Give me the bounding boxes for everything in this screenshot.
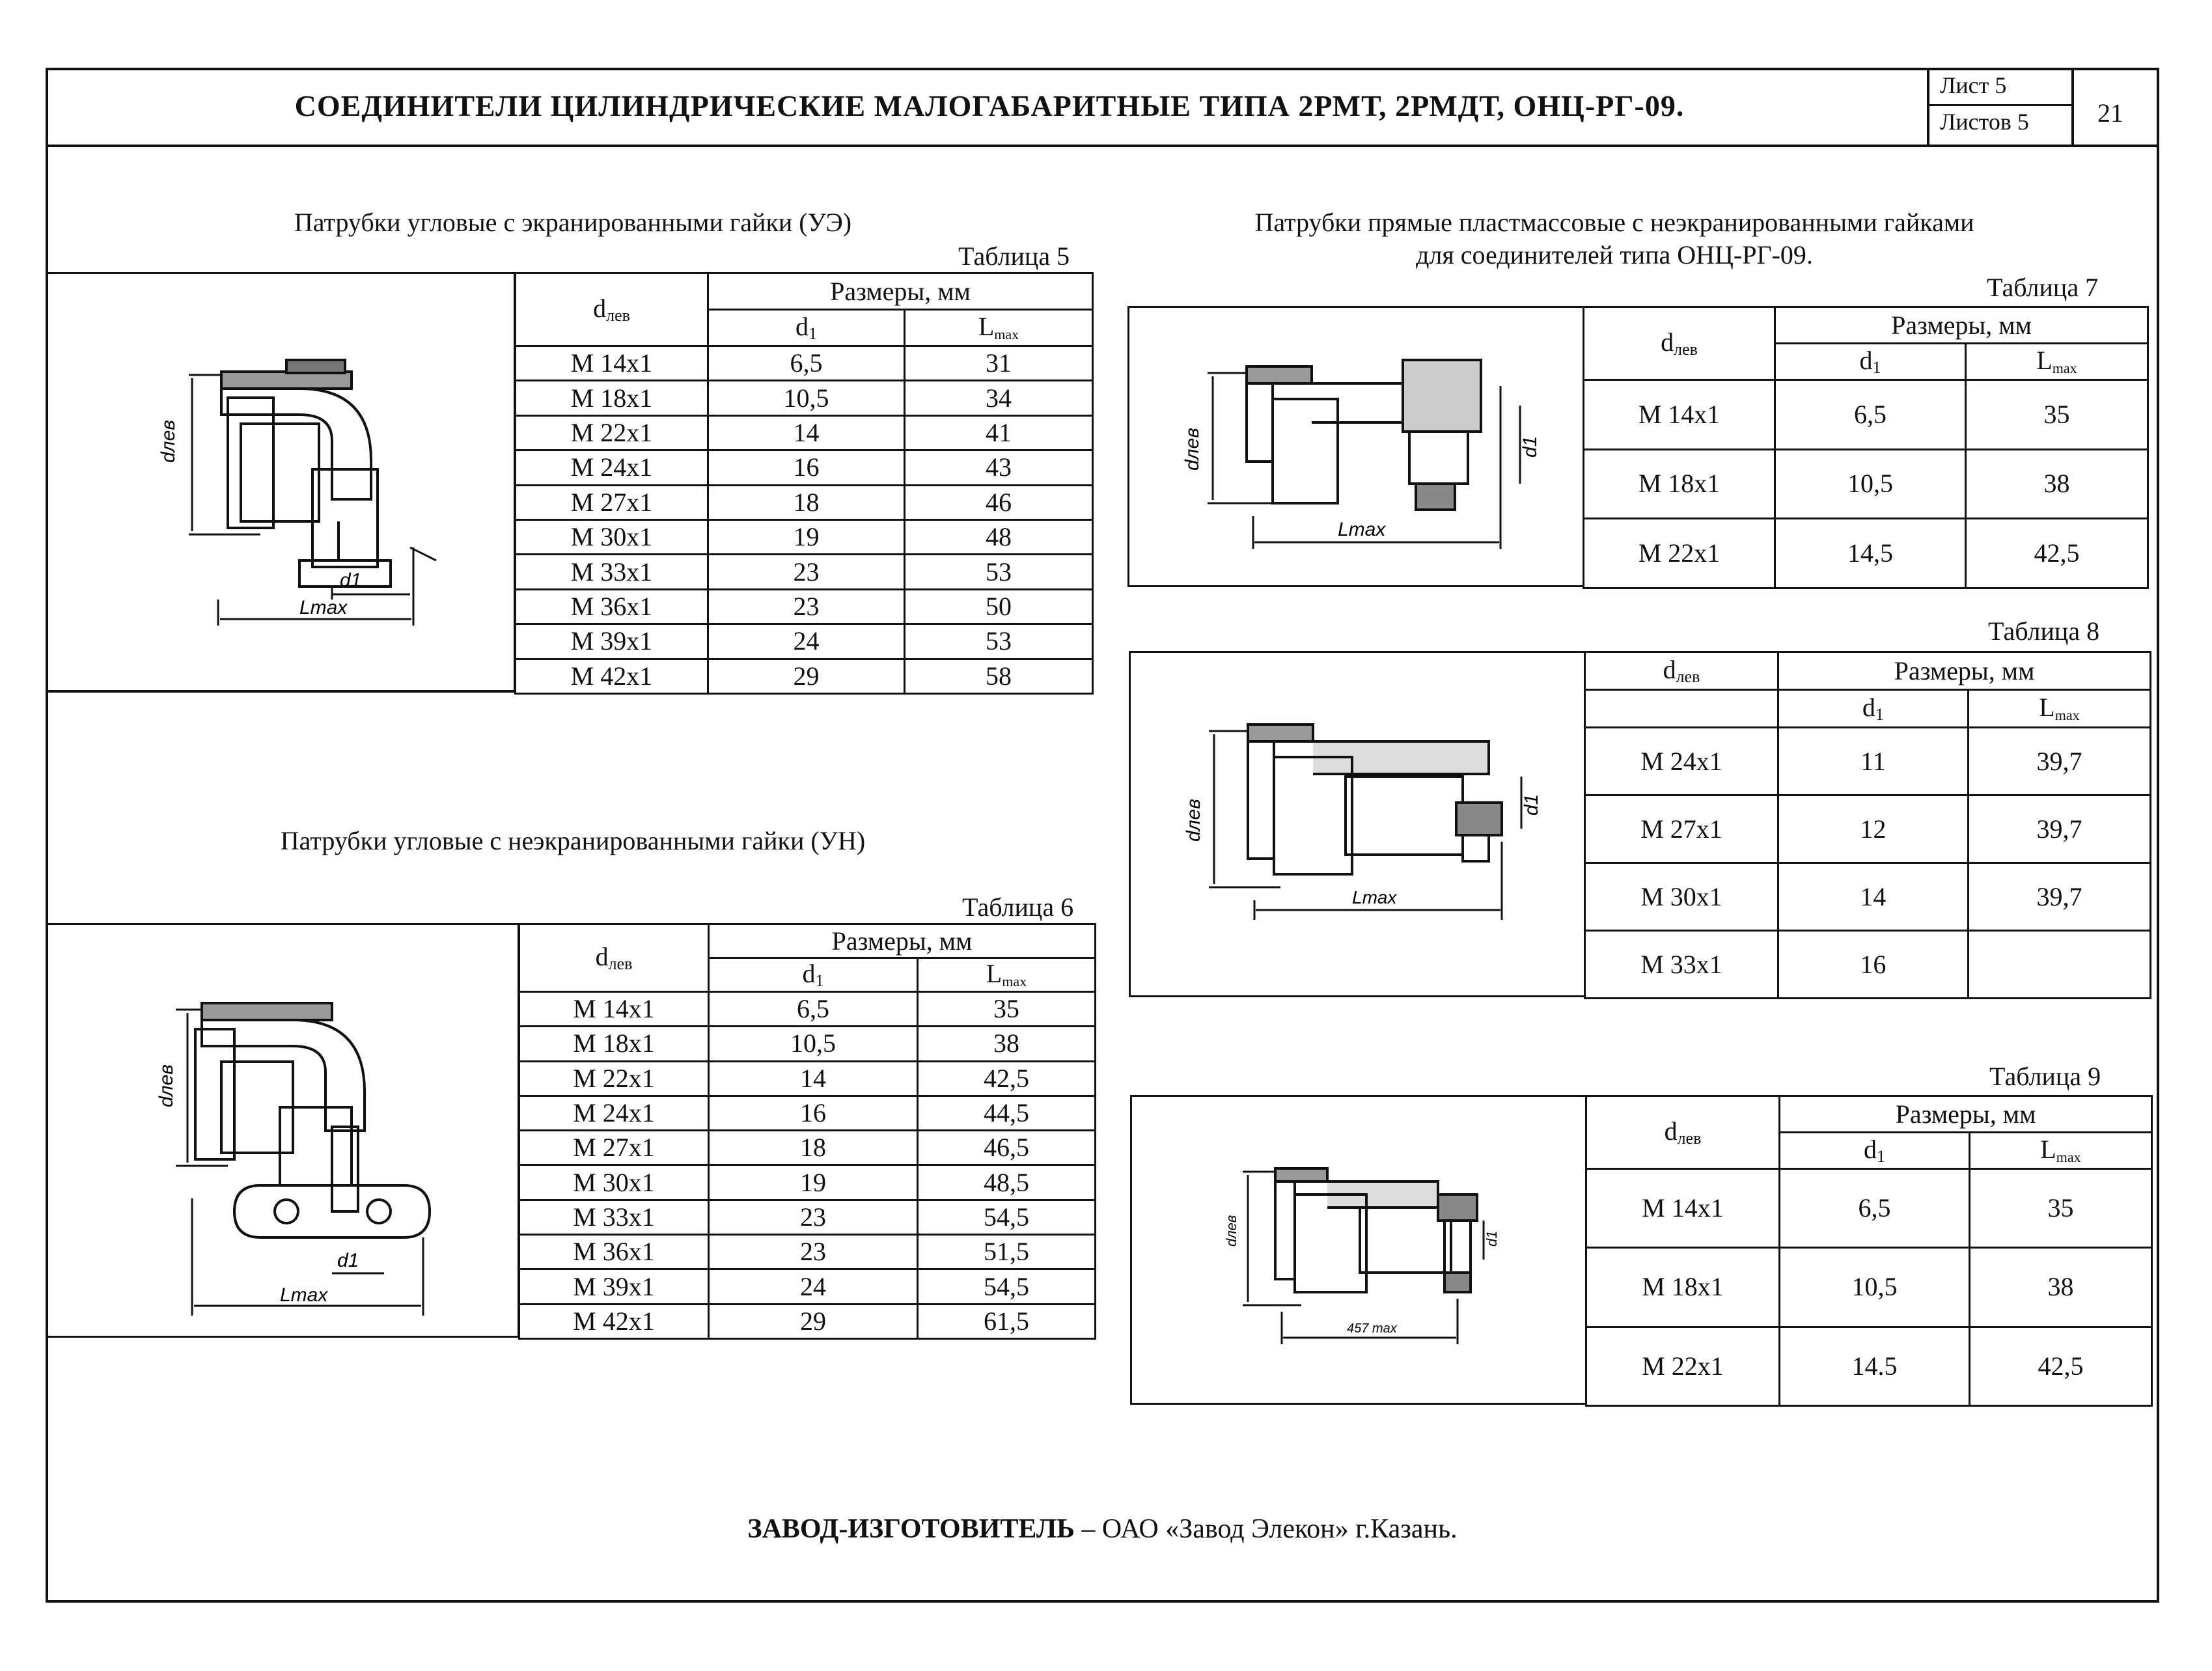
table-row (1586, 1327, 2152, 1405)
cell-lmax: 38 (917, 1027, 1095, 1061)
col-dlev-header: $d_{лев}$ (1585, 652, 1778, 690)
cell-dlev: M 18x1 (1584, 449, 1775, 519)
cell-lmax: 48 (904, 519, 1092, 554)
table-row (516, 346, 1093, 381)
cell-lmax: 39,7 (1968, 863, 2150, 931)
cell-d1: 16 (709, 1096, 918, 1130)
cell-lmax: 41 (904, 415, 1092, 450)
cell-dlev: M 22x1 (1586, 1327, 1780, 1405)
table-row (1585, 795, 2151, 863)
cell-dlev: M 14x1 (1584, 380, 1775, 450)
cell-lmax (1968, 931, 2150, 999)
dlev-label: dлев (156, 1064, 177, 1107)
cell-d1: 23 (708, 589, 905, 624)
sheet-label: Лист 5 (1940, 72, 2007, 98)
table-row (519, 1131, 1096, 1165)
cell-d1: 6,5 (708, 346, 905, 381)
col-d1-header: $d_1$ (709, 958, 918, 992)
cell-d1: 14.5 (1779, 1327, 1969, 1405)
lmax-label: Lmax (1352, 887, 1397, 907)
table-row (1586, 1248, 2152, 1327)
cell-d1: 19 (709, 1165, 918, 1200)
col-lmax-header: Lmax (1969, 1133, 2151, 1169)
col-d1-header: $d_1$ (708, 310, 905, 346)
cell-dlev: M 36x1 (516, 589, 708, 624)
cell-d1: 14 (1778, 863, 1968, 931)
cell-dlev: M 14x1 (516, 346, 708, 381)
cell-dlev: M 27x1 (1585, 795, 1778, 863)
cell-lmax: 54,5 (917, 1200, 1095, 1234)
d1-label: d1 (1521, 794, 1542, 816)
table6-caption: Патрубки угловые с неэкранированными гайки (УН) (280, 826, 866, 855)
sheets-label: Листов 5 (1940, 109, 2029, 135)
header-divider (46, 145, 2159, 147)
table-row (516, 624, 1093, 659)
cell-dlev: M 24x1 (519, 1096, 709, 1130)
table-row (1585, 728, 2151, 795)
cell-d1: 6,5 (1775, 380, 1965, 450)
table6-drawing-cell (46, 923, 519, 1338)
table8-label: Таблица 8 (1988, 616, 2100, 646)
cell-dlev: M 14x1 (519, 992, 709, 1027)
table5-caption: Патрубки угловые с экранированными гайки (УЭ) (294, 208, 852, 237)
table-row (516, 589, 1093, 624)
page-title: СОЕДИНИТЕЛИ ЦИЛИНДРИЧЕСКИЕ МАЛОГАБАРИТНЫЕ ТИПА 2РМТ, 2РМДТ, ОНЦ-РГ-09. (294, 89, 1685, 122)
cell-d1: 12 (1778, 795, 1968, 863)
cell-lmax: 38 (1969, 1248, 2151, 1327)
lmax-label: Lmax (299, 597, 348, 618)
lmax-label: Lmax (1338, 519, 1386, 540)
maker-dash: – (1074, 1514, 1102, 1544)
cell-lmax: 35 (1965, 380, 2148, 450)
cell-d1: 14 (709, 1061, 918, 1096)
table8-drawing-cell (1129, 651, 1586, 997)
cell-lmax: 39,7 (1968, 728, 2150, 795)
cell-dlev: M 24x1 (1585, 728, 1778, 795)
cell-dlev: M 42x1 (516, 659, 708, 693)
straight-plastic-connector-drawing (1129, 308, 1586, 589)
cell-lmax: 61,5 (917, 1304, 1095, 1338)
col-lmax-header: Lmax (917, 958, 1095, 992)
table5 (514, 272, 1094, 695)
straight-unshielded-connector-drawing (1131, 653, 1588, 999)
sheet-box-divider (1929, 104, 2071, 106)
col-lmax-header: Lmax (1965, 344, 2148, 380)
cell-lmax: 35 (917, 992, 1095, 1027)
cell-dlev: M 33x1 (516, 555, 708, 589)
table-row (519, 1269, 1096, 1304)
table7-drawing-cell (1127, 306, 1584, 587)
table5-drawing-cell (46, 272, 516, 693)
cell-dlev: M 22x1 (519, 1061, 709, 1096)
cell-dlev: M 18x1 (516, 381, 708, 415)
table-row (519, 992, 1096, 1027)
cell-d1: 10,5 (1779, 1248, 1969, 1327)
table-row (519, 1027, 1096, 1061)
cell-lmax: 46 (904, 485, 1092, 519)
cell-lmax: 39,7 (1968, 795, 2150, 863)
table7-label: Таблица 7 (1987, 273, 2099, 302)
cell-dlev: M 18x1 (519, 1027, 709, 1061)
col-dlev-header: $d_{лев}$ (516, 273, 708, 346)
table-row (1584, 449, 2148, 519)
table-row (1585, 863, 2151, 931)
cell-lmax: 43 (904, 450, 1092, 485)
table-row (516, 415, 1093, 450)
table-row (516, 555, 1093, 589)
cell-dlev: M 22x1 (516, 415, 708, 450)
maker-name: ОАО «Завод Элекон» г.Казань. (1101, 1514, 1458, 1544)
dlev-label: dлев (1223, 1215, 1239, 1247)
cell-lmax: 31 (904, 346, 1092, 381)
table-row (1584, 380, 2148, 450)
cell-dlev: M 27x1 (519, 1131, 709, 1165)
table7 (1583, 306, 2149, 589)
cell-dlev: M 30x1 (516, 519, 708, 554)
cell-dlev: M 30x1 (519, 1165, 709, 1200)
d1-label: d1 (1519, 435, 1541, 458)
sheet-box (1927, 68, 2074, 145)
angled-unshielded-connector-drawing (46, 925, 519, 1340)
cell-d1: 29 (709, 1304, 918, 1338)
table-row (516, 450, 1093, 485)
left-separator (46, 690, 514, 692)
page-number: 21 (2097, 98, 2123, 128)
table-row (516, 381, 1093, 415)
table-row (519, 1304, 1096, 1338)
table-row (516, 519, 1093, 554)
col-d1-header: $d_1$ (1778, 690, 1968, 728)
cell-lmax: 58 (904, 659, 1092, 693)
lmax-label: 457 max (1347, 1321, 1397, 1336)
footer (46, 1513, 2159, 1545)
col-d1-header: $d_1$ (1775, 344, 1965, 380)
col-d1-header: $d_1$ (1779, 1133, 1969, 1169)
table-row (516, 485, 1093, 519)
cell-d1: 29 (708, 659, 905, 693)
table-row (1585, 931, 2151, 999)
group-header: Размеры, мм (708, 273, 1093, 310)
cell-lmax: 48,5 (917, 1165, 1095, 1200)
table6-label: Таблица 6 (962, 892, 1074, 922)
table9 (1585, 1095, 2153, 1407)
d1-label: d1 (340, 570, 362, 591)
cell-d1: 16 (1778, 931, 1968, 999)
angled-shielded-connector-drawing (46, 274, 516, 695)
cell-d1: 10,5 (708, 381, 905, 415)
table-row (519, 1165, 1096, 1200)
d1-label: d1 (337, 1250, 359, 1271)
cell-d1: 14,5 (1775, 519, 1965, 588)
lmax-label: Lmax (280, 1284, 328, 1306)
cell-dlev: M 18x1 (1586, 1248, 1780, 1327)
table9-label: Таблица 9 (1989, 1062, 2101, 1091)
table9-drawing-cell (1130, 1095, 1587, 1405)
table-row (1584, 519, 2148, 588)
cell-d1: 11 (1778, 728, 1968, 795)
col-empty-header (1585, 690, 1778, 728)
table7-caption-line1: Патрубки прямые пластмассовые с неэкранированными гайками (1254, 208, 1974, 237)
col-lmax-header: Lmax (1968, 690, 2150, 728)
group-header: Размеры, мм (1778, 652, 2150, 690)
cell-dlev: M 14x1 (1586, 1169, 1780, 1248)
table-row (519, 1200, 1096, 1234)
cell-lmax: 46,5 (917, 1131, 1095, 1165)
cell-dlev: M 24x1 (516, 450, 708, 485)
cell-dlev: M 39x1 (516, 624, 708, 659)
cell-lmax: 54,5 (917, 1269, 1095, 1304)
cell-lmax: 34 (904, 381, 1092, 415)
cell-lmax: 51,5 (917, 1235, 1095, 1269)
cell-d1: 24 (708, 624, 905, 659)
table-row (516, 659, 1093, 693)
col-dlev-header: $d_{лев}$ (519, 924, 709, 992)
table-row (519, 1235, 1096, 1269)
cell-lmax: 42,5 (1969, 1327, 2151, 1405)
cell-d1: 6,5 (709, 992, 918, 1027)
col-dlev-header: $d_{лев}$ (1584, 307, 1775, 380)
cell-lmax: 44,5 (917, 1096, 1095, 1130)
col-dlev-header: $d_{лев}$ (1586, 1096, 1780, 1169)
cell-d1: 6,5 (1779, 1169, 1969, 1248)
cell-dlev: M 39x1 (519, 1269, 709, 1304)
cell-d1: 19 (708, 519, 905, 554)
table6 (518, 923, 1096, 1340)
cell-d1: 14 (708, 415, 905, 450)
cell-lmax: 42,5 (1965, 519, 2148, 588)
col-lmax-header: Lmax (904, 310, 1092, 346)
group-header: Размеры, мм (1775, 307, 2148, 344)
dlev-label: dлев (1182, 428, 1203, 471)
cell-d1: 10,5 (1775, 449, 1965, 519)
table8 (1584, 651, 2151, 999)
cell-dlev: M 36x1 (519, 1235, 709, 1269)
cell-lmax: 50 (904, 589, 1092, 624)
dlev-label: dлев (1183, 799, 1204, 842)
cell-lmax: 53 (904, 555, 1092, 589)
group-header: Размеры, мм (1779, 1096, 2151, 1133)
cell-dlev: M 22x1 (1584, 519, 1775, 588)
cell-dlev: M 33x1 (519, 1200, 709, 1234)
dlev-label: dлев (158, 420, 179, 463)
cell-d1: 16 (708, 450, 905, 485)
group-header: Размеры, мм (709, 924, 1096, 958)
cell-d1: 10,5 (709, 1027, 918, 1061)
table5-label: Таблица 5 (958, 242, 1070, 271)
cell-lmax: 35 (1969, 1169, 2151, 1248)
cell-d1: 18 (708, 485, 905, 519)
cell-dlev: M 27x1 (516, 485, 708, 519)
cell-d1: 23 (708, 555, 905, 589)
cell-d1: 23 (709, 1235, 918, 1269)
table-row (519, 1096, 1096, 1130)
d1-label: d1 (1484, 1230, 1500, 1247)
small-connector-drawing (1132, 1097, 1589, 1407)
table-row (519, 1061, 1096, 1096)
cell-d1: 18 (709, 1131, 918, 1165)
table-row (1586, 1169, 2152, 1248)
cell-lmax: 53 (904, 624, 1092, 659)
cell-dlev: M 30x1 (1585, 863, 1778, 931)
table7-caption-line2: для соединителей типа ОНЦ-РГ-09. (1416, 240, 1813, 269)
cell-dlev: M 33x1 (1585, 931, 1778, 999)
cell-d1: 24 (709, 1269, 918, 1304)
cell-dlev: M 42x1 (519, 1304, 709, 1338)
cell-lmax: 38 (1965, 449, 2148, 519)
cell-d1: 23 (709, 1200, 918, 1234)
cell-lmax: 42,5 (917, 1061, 1095, 1096)
maker-label: ЗАВОД-ИЗГОТОВИТЕЛЬ (747, 1514, 1075, 1544)
